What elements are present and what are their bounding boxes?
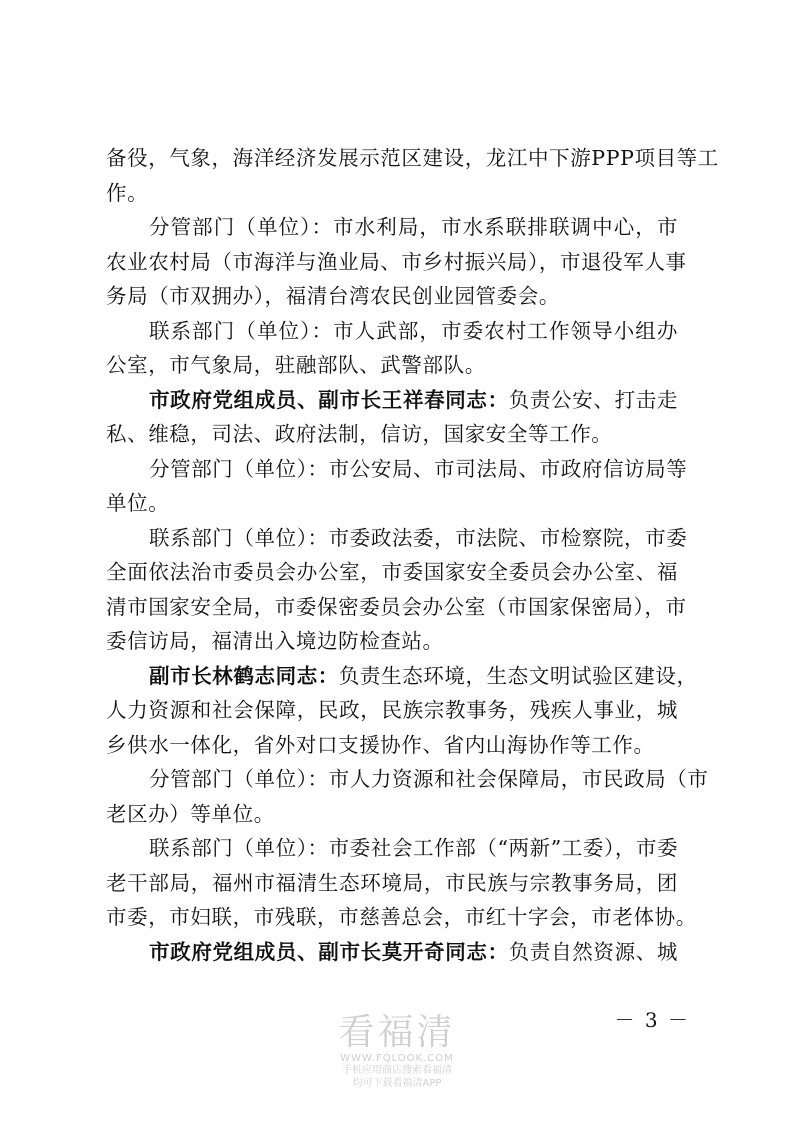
text-line (106, 521, 688, 556)
text-line (106, 762, 709, 797)
official-name-heading: 副市长林鹤志同志： (149, 663, 339, 688)
text-line (106, 624, 678, 659)
text-line (106, 141, 719, 176)
watermark-logo: 看福清 (338, 1012, 456, 1053)
line-text: 私、维稳，司法、政府法制，信访，国家安全等工作。 (106, 422, 613, 446)
watermark-line-2: 均可下载看福清APP (352, 1078, 442, 1089)
page-number: － 3 － (614, 1008, 690, 1032)
document-body (106, 141, 719, 969)
line-text: 乡供水一体化，省外对口支援协作、省内山海协作等工作。 (106, 732, 655, 757)
line-text: 老干部局，福州市福清生态环境局，市民族与宗教事务局，团 (106, 870, 678, 895)
text-line (106, 797, 678, 832)
line-text: 负责自然资源、城 (508, 939, 678, 964)
line-text: 市委，市妇联，市残联，市慈善总会，市红十字会，市老体协。 (106, 905, 697, 929)
text-line (106, 486, 678, 521)
line-text: 人力资源和社会保障，民政，民族宗教事务，残疾人事业，城 (106, 698, 678, 722)
official-name-heading: 市政府党组成员、副市长王祥春同志： (149, 387, 509, 412)
text-line (106, 245, 687, 280)
official-name-heading: 市政府党组成员、副市长莫开奇同志： (149, 939, 509, 964)
text-line (106, 659, 698, 694)
text-line (106, 314, 678, 349)
line-text: 分管部门（单位）：市水利局，市水系联排联调中心，市 (149, 215, 678, 239)
text-line (106, 176, 678, 211)
line-text: 清市国家安全局，市委保密委员会办公室（市国家保密局），市 (106, 594, 687, 619)
text-line (106, 900, 697, 935)
line-text: 联系部门（单位）：市委政法委，市法院、市检察院，市委 (149, 525, 688, 550)
text-line (106, 279, 678, 314)
line-text: 委信访局，福清出入境边防检查站。 (106, 629, 444, 653)
watermark (322, 1013, 472, 1090)
line-text: 分管部门（单位）：市人力资源和社会保障局，市民政局（市 (149, 767, 709, 791)
line-text: 公室，市气象局，驻融部队、武警部队。 (106, 353, 486, 377)
line-text: 联系部门（单位）：市人武部，市委农村工作领导小组办 (149, 318, 678, 343)
text-line (106, 935, 678, 970)
line-text: 负责生态环境，生态文明试验区建设， (338, 663, 698, 688)
text-line (106, 210, 678, 245)
line-text: 负责公安、打击走 (508, 387, 678, 412)
text-line (106, 693, 678, 728)
text-line (106, 831, 678, 866)
text-line (106, 383, 678, 418)
line-text: 作。 (106, 180, 149, 205)
text-line (106, 348, 678, 383)
text-line (106, 590, 687, 625)
text-line (106, 555, 678, 590)
watermark-line-1: 手机应用商店搜索看福清 (342, 1065, 452, 1076)
line-text: 务局（市双拥办），福清台湾农民创业园管委会。 (106, 284, 560, 308)
text-line (106, 417, 678, 452)
watermark-url: WWW.FQLOOK.COM (340, 1053, 454, 1064)
text-line (106, 866, 678, 901)
line-text: 全面依法治市委员会办公室，市委国家安全委员会办公室、福 (106, 560, 678, 584)
line-text: 分管部门（单位）：市公安局、市司法局、市政府信访局等 (149, 456, 688, 481)
line-text: 农业农村局（市海洋与渔业局、市乡村振兴局），市退役军人事 (106, 249, 687, 274)
line-text: 联系部门（单位）：市委社会工作部（“两新”工委），市委 (149, 836, 679, 860)
line-text: 备役，气象，海洋经济发展示范区建设，龙江中下游PPP项目等工 (106, 146, 719, 170)
line-text: 老区办）等单位。 (106, 801, 275, 826)
line-text: 单位。 (106, 491, 170, 515)
text-line (106, 452, 688, 487)
text-line (106, 728, 678, 763)
